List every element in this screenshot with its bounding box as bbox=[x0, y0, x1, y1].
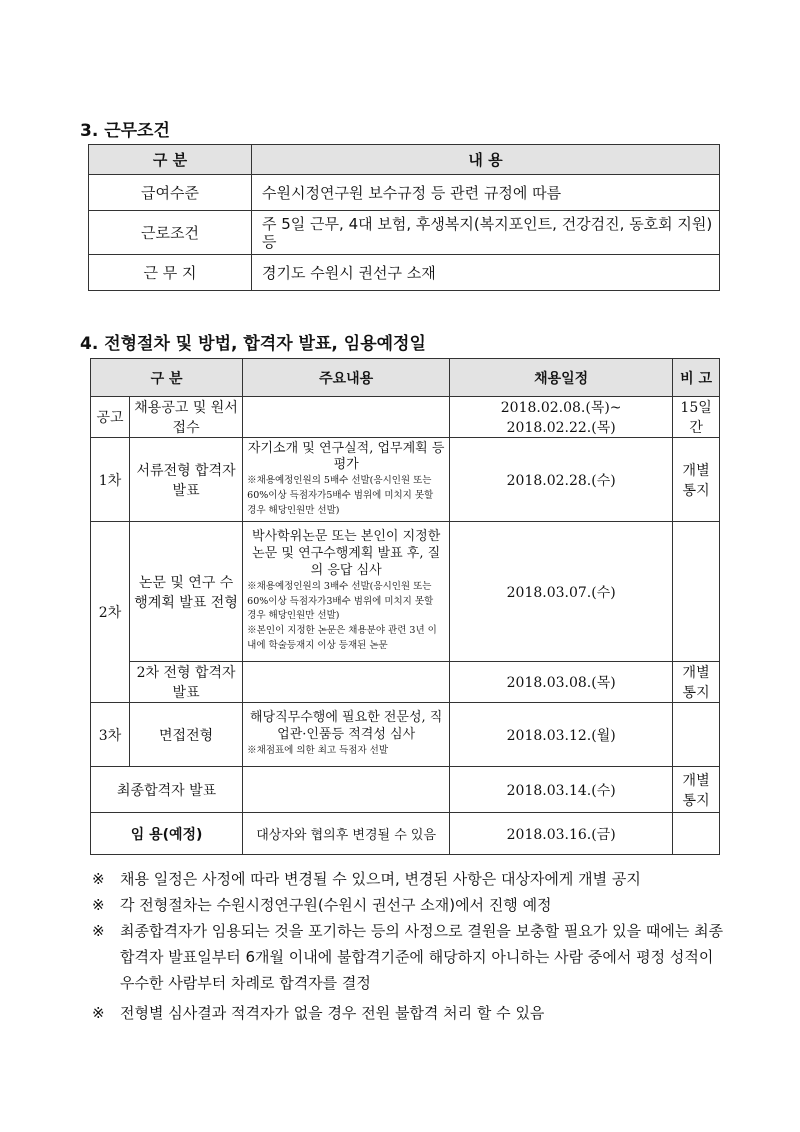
schedule-cell: 2018.03.08.(목) bbox=[450, 662, 673, 703]
section-3-title: 3. 근무조건 bbox=[80, 121, 170, 141]
note-item bbox=[92, 1000, 732, 1026]
step-name-cell: 서류전형 합격자 발표 bbox=[130, 438, 243, 522]
header-category: 구 분 bbox=[91, 359, 243, 397]
step-name-cell: 면접전형 bbox=[130, 703, 243, 767]
schedule-start: 2018.02.08.(목)~ bbox=[500, 400, 622, 416]
table-row bbox=[91, 397, 720, 438]
section-4-title: 4. 전형절차 및 방법, 합격자 발표, 임용예정일 bbox=[80, 334, 426, 354]
reference-mark: ※ bbox=[92, 896, 105, 914]
schedule-cell: 2018.03.12.(월) bbox=[450, 703, 673, 767]
notes-list bbox=[92, 866, 732, 1026]
header-content: 내 용 bbox=[252, 145, 720, 175]
content-cell bbox=[243, 703, 450, 767]
reference-mark: ※ bbox=[92, 1004, 105, 1022]
content-cell bbox=[243, 662, 450, 703]
step-name-cell: 논문 및 연구 수행계획 발표 전형 bbox=[130, 522, 243, 662]
schedule-cell bbox=[450, 397, 673, 438]
stage-cell: 공고 bbox=[91, 397, 130, 438]
schedule-cell: 2018.03.07.(수) bbox=[450, 522, 673, 662]
content-cell: 대상자와 협의후 변경될 수 있음 bbox=[243, 813, 450, 855]
note-item bbox=[92, 866, 732, 892]
row-label: 근 무 지 bbox=[89, 255, 252, 291]
step-name-cell: 임 용(예정) bbox=[91, 813, 243, 855]
schedule-cell: 2018.03.16.(금) bbox=[450, 813, 673, 855]
reference-mark: ※ bbox=[92, 870, 105, 888]
table-row bbox=[91, 703, 720, 767]
remarks-cell: 개별 통지 bbox=[673, 438, 720, 522]
schedule-cell: 2018.03.14.(수) bbox=[450, 767, 673, 813]
header-main-content: 주요내용 bbox=[243, 359, 450, 397]
row-content: 경기도 수원시 권선구 소재 bbox=[252, 255, 720, 291]
table-header-row bbox=[91, 359, 720, 397]
content-main: 해당직무수행에 필요한 전문성, 직업관·인품등 적격성 심사 bbox=[249, 710, 443, 743]
row-label: 급여수준 bbox=[89, 175, 252, 211]
note-text: 각 전형절차는 수원시정연구원(수원시 권선구 소재)에서 진행 예정 bbox=[120, 896, 552, 914]
row-content: 수원시정연구원 보수규정 등 관련 규정에 따름 bbox=[252, 175, 720, 211]
content-cell bbox=[243, 767, 450, 813]
remarks-cell: 15일간 bbox=[673, 397, 720, 438]
remarks-cell bbox=[673, 703, 720, 767]
remarks-cell: 개별 통지 bbox=[673, 662, 720, 703]
selection-process-table bbox=[90, 358, 720, 855]
stage-cell: 2차 bbox=[91, 522, 130, 703]
content-note: ※본인이 지정한 논문은 채용분야 관련 3년 이내에 학술등재지 이상 등재된 논문 bbox=[247, 625, 437, 651]
schedule-end: 2018.02.22.(목) bbox=[506, 420, 616, 436]
stage-cell: 3차 bbox=[91, 703, 130, 767]
reference-mark: ※ bbox=[92, 922, 105, 940]
note-item bbox=[92, 918, 732, 996]
header-remarks: 비 고 bbox=[673, 359, 720, 397]
header-category: 구 분 bbox=[89, 145, 252, 175]
table-row bbox=[91, 522, 720, 662]
content-note: ※채점표에 의한 최고 득점자 선발 bbox=[247, 745, 389, 757]
table-header-row bbox=[89, 145, 720, 175]
table-row bbox=[91, 767, 720, 813]
table-row bbox=[91, 438, 720, 522]
header-schedule: 채용일정 bbox=[450, 359, 673, 397]
content-note: ※채용예정인원의 3배수 선발(응시인원 또는 60%이상 득점자가3배수 범위에 미치지 못할 경우 해당인원만 선발) bbox=[247, 581, 434, 622]
table-row bbox=[89, 255, 720, 291]
note-item bbox=[92, 892, 732, 918]
row-content: 주 5일 근무, 4대 보험, 후생복지(복지포인트, 건강검진, 동호회 지원)등 bbox=[252, 211, 720, 255]
step-name-cell: 최종합격자 발표 bbox=[91, 767, 243, 813]
content-main: 박사학위논문 또는 본인이 지정한 논문 및 연구수행계획 발표 후, 질의 응답 심사 bbox=[252, 529, 441, 579]
content-cell bbox=[243, 522, 450, 662]
note-text: 전형별 심사결과 적격자가 없을 경우 전원 불합격 처리 할 수 있음 bbox=[120, 1004, 545, 1022]
table-row bbox=[89, 175, 720, 211]
note-text: 최종합격자가 임용되는 것을 포기하는 등의 사정으로 결원을 보충할 필요가 있을 때에는 최종합격자 발표일부터 6개월 이내에 불합격기준에 해당하지 아니하는 사람 중에서 평정 성적이 우수한 사람부터 차례로 합격자를 결정 bbox=[120, 922, 724, 992]
table-row bbox=[89, 211, 720, 255]
content-note: ※채용예정인원의 5배수 선발(응시인원 또는 60%이상 득점자가5배수 범위에 미치지 못할 경우 해당인원만 선발) bbox=[247, 475, 434, 516]
table-row bbox=[91, 662, 720, 703]
remarks-cell bbox=[673, 522, 720, 662]
table-row bbox=[91, 813, 720, 855]
note-text: 채용 일정은 사정에 따라 변경될 수 있으며, 변경된 사항은 대상자에게 개별 공지 bbox=[120, 870, 641, 888]
schedule-cell: 2018.02.28.(수) bbox=[450, 438, 673, 522]
step-name-cell: 채용공고 및 원서접수 bbox=[130, 397, 243, 438]
remarks-cell: 개별 통지 bbox=[673, 767, 720, 813]
row-label: 근로조건 bbox=[89, 211, 252, 255]
stage-cell: 1차 bbox=[91, 438, 130, 522]
remarks-cell bbox=[673, 813, 720, 855]
work-conditions-table bbox=[88, 144, 720, 291]
content-main: 자기소개 및 연구실적, 업무계획 등 평가 bbox=[247, 440, 445, 473]
content-cell bbox=[243, 438, 450, 522]
step-name-cell: 2차 전형 합격자 발표 bbox=[130, 662, 243, 703]
content-cell bbox=[243, 397, 450, 438]
